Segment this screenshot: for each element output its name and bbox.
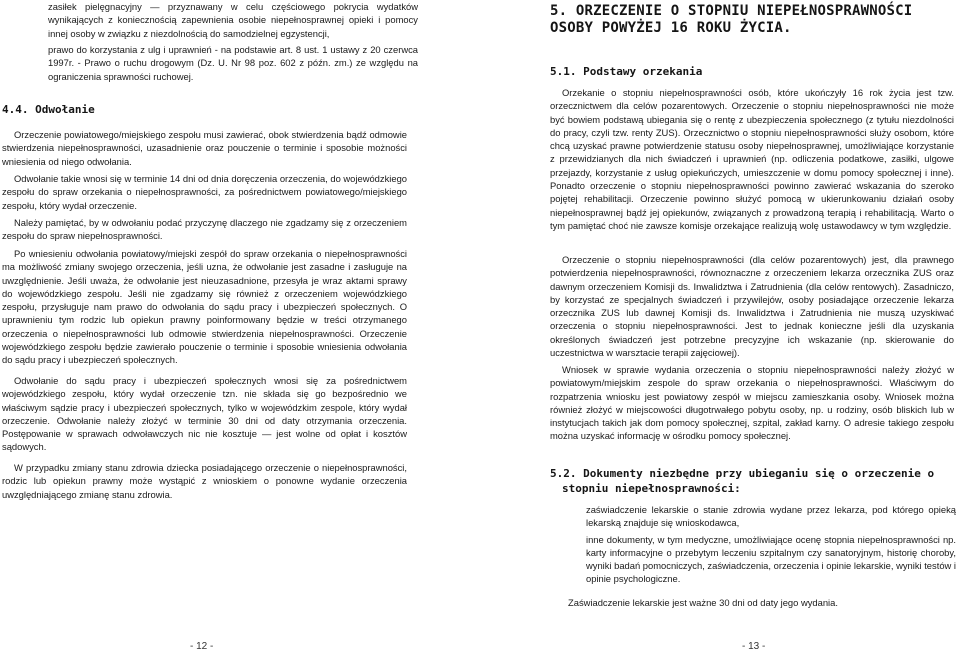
paragraph-appeal-1: Orzeczenie powiatowego/miejskiego zespołu musi zawierać, obok stwierdzenia bądź odmowie stwierdzenia niepełnosprawności, uzasadnienie oraz pouczenie o terminie i sposobie możności wniesienia od niego odwołania.	[2, 129, 407, 167]
section-heading-basis: 5.1. Podstawy orzekania	[550, 65, 703, 78]
validity-note: Zaświadczenie lekarskie jest ważne 30 dni od daty jego wydania.	[568, 597, 838, 608]
paragraph-appeal-3: Należy pamiętać, by w odwołaniu podać przyczynę dlaczego nie zgadzamy się z orzeczeniem zespołu do spraw niepełnosprawności.	[2, 217, 407, 242]
paragraph-basis-2: Orzeczenie o stopniu niepełnosprawności (dla celów pozarentowych) jest, dla prawnego potwierdzenia niepełnosprawności, równoznaczne z orzeczeniem lekarza orzecznika ZUS oraz dawnym orzeczeniem Komisji ds. Inwalidztwa i Zatrudnienia (dla celów rentowych). Zasadniczo, by korzystać ze specjalnych świadczeń i przywilejów, osoby posiadające orzeczenie lekarza orzecznika ZUS lub dawnej Komisji ds. Inwalidztwa i Zatrudnienia nie muszą uzyskiwać orzeczenia o stopniu niepełnosprawności. Jest to jednak konieczne jeśli dla uzyskania określonych świadczeń jest potrzebne precyzyjne ich wskazanie (np. skierowanie do uczestnictwa w warsztacie terapii zajęciowej).	[550, 254, 954, 359]
page-number-left: - 12 -	[190, 641, 214, 652]
paragraph-appeal-5: Odwołanie do sądu pracy i ubezpieczeń społecznych wnosi się za pośrednictwem wojewódzkiego zespołu, który wydał orzeczenie tzn. nie składa się go bezpośrednio we właściwym sądzie pracy i ubezpieczeń społecznych, tylko w wojewódzkim zespole, który wydał orzeczenie. Odwołanie należy złożyć w terminie 30 dni od daty otrzymania orzeczenia. Postępowanie w sprawach odwoławczych nic nie kosztuje — jest wolne od opłat i kosztów sądowych.	[2, 375, 407, 453]
paragraph-care-allowance: zasiłek pielęgnacyjny — przyznawany w celu częściowego pokrycia wydatków wynikających z koniecznością zapewnienia osobie niepełnosprawnej opieki i pomocy innej osoby w związku z niezdolnością do samodzielnej egzystencji,	[48, 1, 418, 39]
list-item: inne dokumenty, w tym medyczne, umożliwiające ocenę stopnia niepełnosprawności np. karty informacyjne o przebytym leczeniu szpitalnym czy sanatoryjnym, historię choroby, wyniki badań pomocniczych, zaświadczenia, orzeczenia i opinie lekarskie, wyniki testów i opinie psychologiczne.	[586, 533, 956, 585]
right-page	[480, 0, 960, 659]
paragraph-basis-3: Wniosek w sprawie wydania orzeczenia o stopniu niepełnosprawności należy złożyć w powiatowym/miejskim zespole do spraw orzekania o niepełnosprawności. Właściwym do rozpatrzenia wniosku jest powiatowy zespół w miejscu zamieszkania osoby. Wniosek można również złożyć w miejscowości długotrwałego pobytu osoby, np. u rodziny, osób bliskich lub w instytucjach takich jak dom pomocy społecznej, szpital, zakład karny. O adresie takiego zespołu można uzyskać informację w ośrodku pomocy społecznej.	[550, 364, 954, 442]
list-item: zaświadczenie lekarskie o stanie zdrowia wydane przez lekarza, pod którego opieką lekarską znajduje się wnioskodawca,	[586, 504, 956, 529]
page-number-right: - 13 -	[742, 641, 766, 652]
paragraph-appeal-4: Po wniesieniu odwołania powiatowy/miejski zespół do spraw orzekania o niepełnosprawności ma możliwość zmiany swojego orzeczenia, jeśli uzna, że odwołanie jest zasadne i zasługuje na uwzględnienie. Jeśli uważa, że odwołanie jest nieuzasadnione, przesyła je wraz aktami sprawy do wojewódzkiego zespołu. Jeśli nie zgadzamy się również z orzeczeniem wojewódzkiego zespołu, przysługuje nam prawo do odwołania do sądu pracy i ubezpieczeń społecznych. O uprawnieniu tym rodzic lub opiekun prawny poinformowany będzie w treści otrzymanego orzeczenia o niepełnosprawności lub odmowie stwierdzenia niepełnosprawności. Orzeczenie wojewódzkiego zespołu będzie zawierało pouczenie o terminie i sposobie wniesienia odwołania do sądu pracy i ubezpieczeń społecznych.	[2, 248, 407, 366]
paragraph-appeal-2: Odwołanie takie wnosi się w terminie 14 dni od dnia doręczenia orzeczenia, do wojewódzkiego zespołu do spraw orzekania o niepełnosprawności, za pośrednictwem powiatowego/miejskiego zespołu, który wydał orzeczenie.	[2, 173, 407, 211]
paragraph-appeal-6: W przypadku zmiany stanu zdrowia dziecka posiadającego orzeczenie o niepełnosprawności, rodzic lub opiekun prawny może wystąpić z wnioskiem o ponowne wydanie orzeczenia uwzględniającego zmianę stanu zdrowia.	[2, 462, 407, 500]
section-heading-documents: 5.2. Dokumenty niezbędne przy ubieganiu się o orzeczenie o stopniu niepełnosprawności:	[550, 467, 935, 495]
documents-list	[586, 503, 956, 589]
paragraph-basis-1: Orzekanie o stopniu niepełnosprawności osób, które ukończyły 16 rok życia jest tzw. orzecznictwem dla celów pozarentowych. Orzeczenie o stopniu niepełnosprawności nie może być bowiem podstawą ubiegania się o rentę z ubezpieczenia społecznego (z tytułu niezdolności do pracy, czyli tzw. renty ZUS). Orzecznictwo o stopniu niepełnosprawności służy osobom, które chcą uzyskać prawne potwierdzenie statusu osoby niepełnosprawnej, umożliwiające korzystanie z przewidzianych dla nich świadczeń i uprawnień (np. odliczenia podatkowe, zasiłki, ulgowe przejazdy, korzystanie z usług opiekuńczych, umieszczenie w domu pomocy społecznej i inne). Ponadto orzeczenie o stopniu niepełnosprawności powinno zawierać wskazania do szeroko pojętej rehabilitacji. Orzeczenie powinno służyć pomocą w ukierunkowaniu działań osoby niepełnosprawnej bądź jej opiekunów, związanych z prowadzoną terapią i rehabilitacją. Warto o tym pamiętać choć nie zawsze komisje orzekające realizują wolę ustawodawcy w tym względzie.	[550, 87, 954, 231]
chapter-heading: 5. ORZECZENIE O STOPNIU NIEPEŁNOSPRAWNOŚCI OSOBY POWYŻEJ 16 ROKU ŻYCIA.	[550, 3, 913, 36]
paragraph-traffic-rights: prawo do korzystania z ulg i uprawnień - na podstawie art. 8 ust. 1 ustawy z 20 czerwca 1997r. - Prawo o ruchu drogowym (Dz. U. Nr 98 poz. 602 z późn. zm.) ze względu na ograniczenia sprawności ruchowej.	[48, 44, 418, 82]
section-heading-appeal: 4.4. Odwołanie	[2, 103, 95, 116]
